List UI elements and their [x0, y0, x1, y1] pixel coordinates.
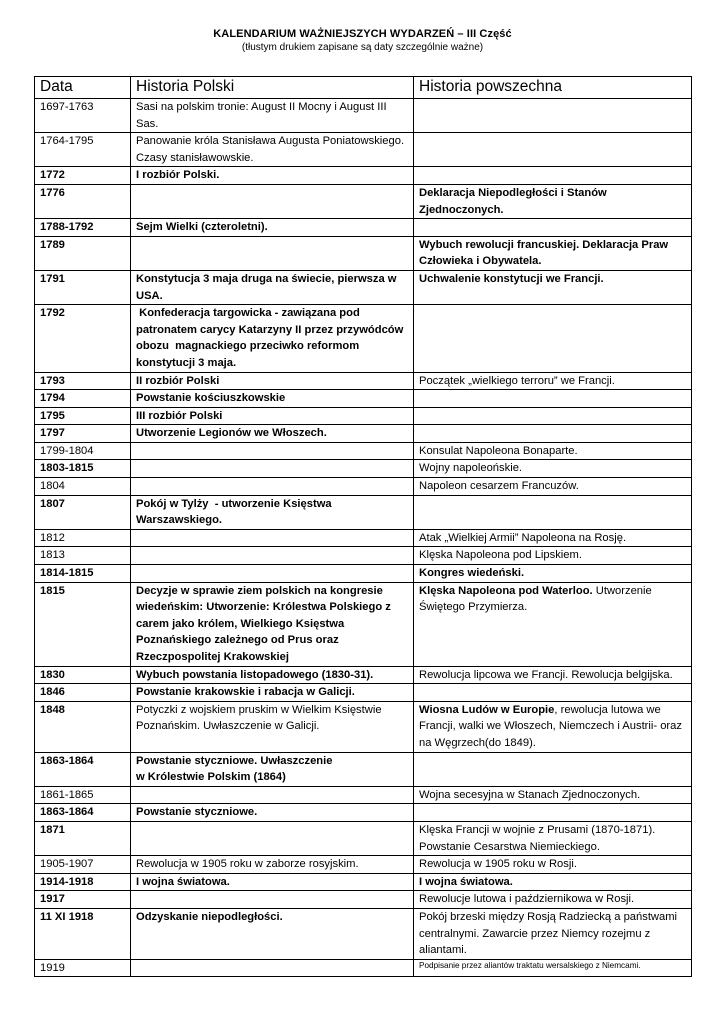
polish-history-cell: Powstanie kościuszkowskie	[131, 390, 414, 408]
timeline-table	[34, 76, 692, 977]
table-row	[35, 821, 692, 855]
table-row	[35, 547, 692, 565]
polish-history-cell	[131, 236, 414, 270]
polish-history-cell: Panowanie króla Stanisława Augusta Poniatowskiego. Czasy stanisławowskie.	[131, 133, 414, 167]
polish-history-cell: Sasi na polskim tronie: August II Mocny i August III Sas.	[131, 99, 414, 133]
table-row	[35, 236, 692, 270]
world-history-cell	[414, 219, 692, 237]
table-row	[35, 529, 692, 547]
table-row	[35, 270, 692, 304]
polish-history-cell	[131, 478, 414, 496]
world-history-cell: Podpisanie przez aliantów traktatu wersalskiego z Niemcami.	[414, 959, 692, 977]
world-history-text: Utworzenie Świętego Przymierza.	[419, 584, 652, 614]
table-row	[35, 442, 692, 460]
polish-history-cell	[131, 565, 414, 583]
date-cell: 1914-1918	[35, 873, 131, 891]
table-row	[35, 666, 692, 684]
date-cell: 1848	[35, 701, 131, 752]
table-row	[35, 372, 692, 390]
world-history-cell: Rewolucja w 1905 roku w Rosji.	[414, 856, 692, 874]
date-cell: 1792	[35, 305, 131, 372]
date-cell: 11 XI 1918	[35, 908, 131, 959]
polish-history-cell: I wojna światowa.	[131, 873, 414, 891]
world-history-cell	[414, 804, 692, 822]
polish-history-cell: Utworzenie Legionów we Włoszech.	[131, 425, 414, 443]
column-header-world-history: Historia powszechna	[414, 77, 692, 99]
table-row	[35, 565, 692, 583]
polish-history-cell: Konstytucja 3 maja druga na świecie, pierwsza w USA.	[131, 270, 414, 304]
world-history-cell	[414, 701, 692, 752]
table-header-row	[35, 77, 692, 99]
polish-history-line: w Królestwie Polskim (1864)	[136, 771, 286, 784]
document-title: KALENDARIUM WAŻNIEJSZYCH WYDARZEŃ – III Część	[213, 28, 512, 40]
date-cell: 1917	[35, 891, 131, 909]
table-row	[35, 478, 692, 496]
date-cell: 1794	[35, 390, 131, 408]
table-row	[35, 390, 692, 408]
world-history-cell	[414, 407, 692, 425]
world-history-cell: Atak „Wielkiej Armii” Napoleona na Rosję.	[414, 529, 692, 547]
polish-history-cell: Wybuch powstania listopadowego (1830-31).	[131, 666, 414, 684]
table-row	[35, 495, 692, 529]
date-cell: 1776	[35, 184, 131, 218]
date-cell: 1804	[35, 478, 131, 496]
polish-history-cell	[131, 959, 414, 977]
world-history-cell	[414, 582, 692, 666]
world-history-cell: Pokój brzeski między Rosją Radziecką a państwami centralnymi. Zawarcie przez Niemcy rozejmu z aliantami.	[414, 908, 692, 959]
world-history-cell: Kongres wiedeński.	[414, 565, 692, 583]
date-cell: 1815	[35, 582, 131, 666]
world-history-cell: Wybuch rewolucji francuskiej. Deklaracja Praw Człowieka i Obywatela.	[414, 236, 692, 270]
date-cell: 1861-1865	[35, 786, 131, 804]
date-cell: 1795	[35, 407, 131, 425]
polish-history-cell: Potyczki z wojskiem pruskim w Wielkim Księstwie Poznańskim. Uwłaszczenie w Galicji.	[131, 701, 414, 752]
polish-history-cell	[131, 821, 414, 855]
document-subtitle: (tłustym drukiem zapisane są daty szczególnie ważne)	[241, 42, 484, 53]
world-history-cell: Wojny napoleońskie.	[414, 460, 692, 478]
polish-history-cell: Powstanie styczniowe.	[131, 804, 414, 822]
date-cell: 1830	[35, 666, 131, 684]
table-row	[35, 184, 692, 218]
table-row	[35, 133, 692, 167]
table-row	[35, 407, 692, 425]
world-history-cell	[414, 684, 692, 702]
date-cell: 1813	[35, 547, 131, 565]
polish-history-cell: Sejm Wielki (czteroletni).	[131, 219, 414, 237]
column-header-date: Data	[35, 77, 131, 99]
polish-history-cell: Odzyskanie niepodległości.	[131, 908, 414, 959]
world-history-cell	[414, 99, 692, 133]
date-cell: 1799-1804	[35, 442, 131, 460]
date-cell: 1803-1815	[35, 460, 131, 478]
date-cell: 1807	[35, 495, 131, 529]
date-cell: 1863-1864	[35, 752, 131, 786]
world-history-cell	[414, 752, 692, 786]
table-row	[35, 804, 692, 822]
date-cell: 1919	[35, 959, 131, 977]
world-history-cell	[414, 305, 692, 372]
world-history-cell: Uchwalenie konstytucji we Francji.	[414, 270, 692, 304]
polish-history-cell: Pokój w Tylży - utworzenie Księstwa Warszawskiego.	[131, 495, 414, 529]
polish-history-cell: I rozbiór Polski.	[131, 167, 414, 185]
table-row	[35, 891, 692, 909]
date-cell: 1788-1792	[35, 219, 131, 237]
polish-history-cell: Powstanie krakowskie i rabacja w Galicji.	[131, 684, 414, 702]
date-cell: 1871	[35, 821, 131, 855]
world-history-cell	[414, 390, 692, 408]
world-history-bold-text: Wiosna Ludów w Europie	[419, 703, 555, 716]
table-row	[35, 908, 692, 959]
date-cell: 1863-1864	[35, 804, 131, 822]
document-header	[0, 28, 725, 53]
date-cell: 1797	[35, 425, 131, 443]
table-row	[35, 701, 692, 752]
world-history-cell	[414, 133, 692, 167]
table-row	[35, 856, 692, 874]
world-history-cell: Początek „wielkiego terroru” we Francji.	[414, 372, 692, 390]
table-row	[35, 219, 692, 237]
date-cell: 1772	[35, 167, 131, 185]
polish-history-cell: III rozbiór Polski	[131, 407, 414, 425]
date-cell: 1812	[35, 529, 131, 547]
table-row	[35, 305, 692, 372]
table-row	[35, 425, 692, 443]
table-row	[35, 167, 692, 185]
date-cell: 1789	[35, 236, 131, 270]
world-history-cell	[414, 495, 692, 529]
world-history-bold-text: Klęska Napoleona pod Waterloo.	[419, 584, 593, 597]
date-cell: 1814-1815	[35, 565, 131, 583]
polish-history-cell	[131, 891, 414, 909]
polish-history-cell	[131, 442, 414, 460]
world-history-cell: Konsulat Napoleona Bonaparte.	[414, 442, 692, 460]
polish-history-cell	[131, 752, 414, 786]
polish-history-line: Powstanie styczniowe. Uwłaszczenie	[136, 754, 333, 767]
table-row	[35, 582, 692, 666]
date-cell: 1846	[35, 684, 131, 702]
world-history-text: , rewolucja lutowa we Francji, walki we Włoszech, Niemczech i Austrii- oraz na Węgrzech(do 1849).	[419, 703, 682, 749]
world-history-cell: Rewolucje lutowa i październikowa w Rosji.	[414, 891, 692, 909]
column-header-polish-history: Historia Polski	[131, 77, 414, 99]
world-history-cell	[414, 425, 692, 443]
date-cell: 1791	[35, 270, 131, 304]
polish-history-cell: Decyzje w sprawie ziem polskich na kongresie wiedeńskim: Utworzenie: Królestwa Polskiego z carem jako królem, Wielkiego Księstwa Poznańskiego zależnego od Prus oraz Rzeczpospolitej Krakowskiej	[131, 582, 414, 666]
world-history-cell: Deklaracja Niepodległości i Stanów Zjednoczonych.	[414, 184, 692, 218]
table-row	[35, 684, 692, 702]
polish-history-cell	[131, 529, 414, 547]
date-cell: 1905-1907	[35, 856, 131, 874]
date-cell: 1764-1795	[35, 133, 131, 167]
table-row	[35, 752, 692, 786]
table-row	[35, 786, 692, 804]
world-history-cell: Klęska Napoleona pod Lipskiem.	[414, 547, 692, 565]
date-cell: 1793	[35, 372, 131, 390]
polish-history-cell	[131, 547, 414, 565]
world-history-cell: Klęska Francji w wojnie z Prusami (1870-1871). Powstanie Cesarstwa Niemieckiego.	[414, 821, 692, 855]
table-row	[35, 959, 692, 977]
table-row	[35, 460, 692, 478]
world-history-cell	[414, 167, 692, 185]
world-history-cell: I wojna światowa.	[414, 873, 692, 891]
polish-history-cell: Konfederacja targowicka - zawiązana pod patronatem carycy Katarzyny II przez przywódców obozu magnackiego przeciwko reformom konstytucji 3 maja.	[131, 305, 414, 372]
polish-history-cell	[131, 460, 414, 478]
polish-history-cell: II rozbiór Polski	[131, 372, 414, 390]
world-history-cell: Wojna secesyjna w Stanach Zjednoczonych.	[414, 786, 692, 804]
world-history-cell: Rewolucja lipcowa we Francji. Rewolucja belgijska.	[414, 666, 692, 684]
date-cell: 1697-1763	[35, 99, 131, 133]
world-history-cell: Napoleon cesarzem Francuzów.	[414, 478, 692, 496]
table-row	[35, 99, 692, 133]
polish-history-cell: Rewolucja w 1905 roku w zaborze rosyjskim.	[131, 856, 414, 874]
polish-history-cell	[131, 184, 414, 218]
polish-history-cell	[131, 786, 414, 804]
table-row	[35, 873, 692, 891]
